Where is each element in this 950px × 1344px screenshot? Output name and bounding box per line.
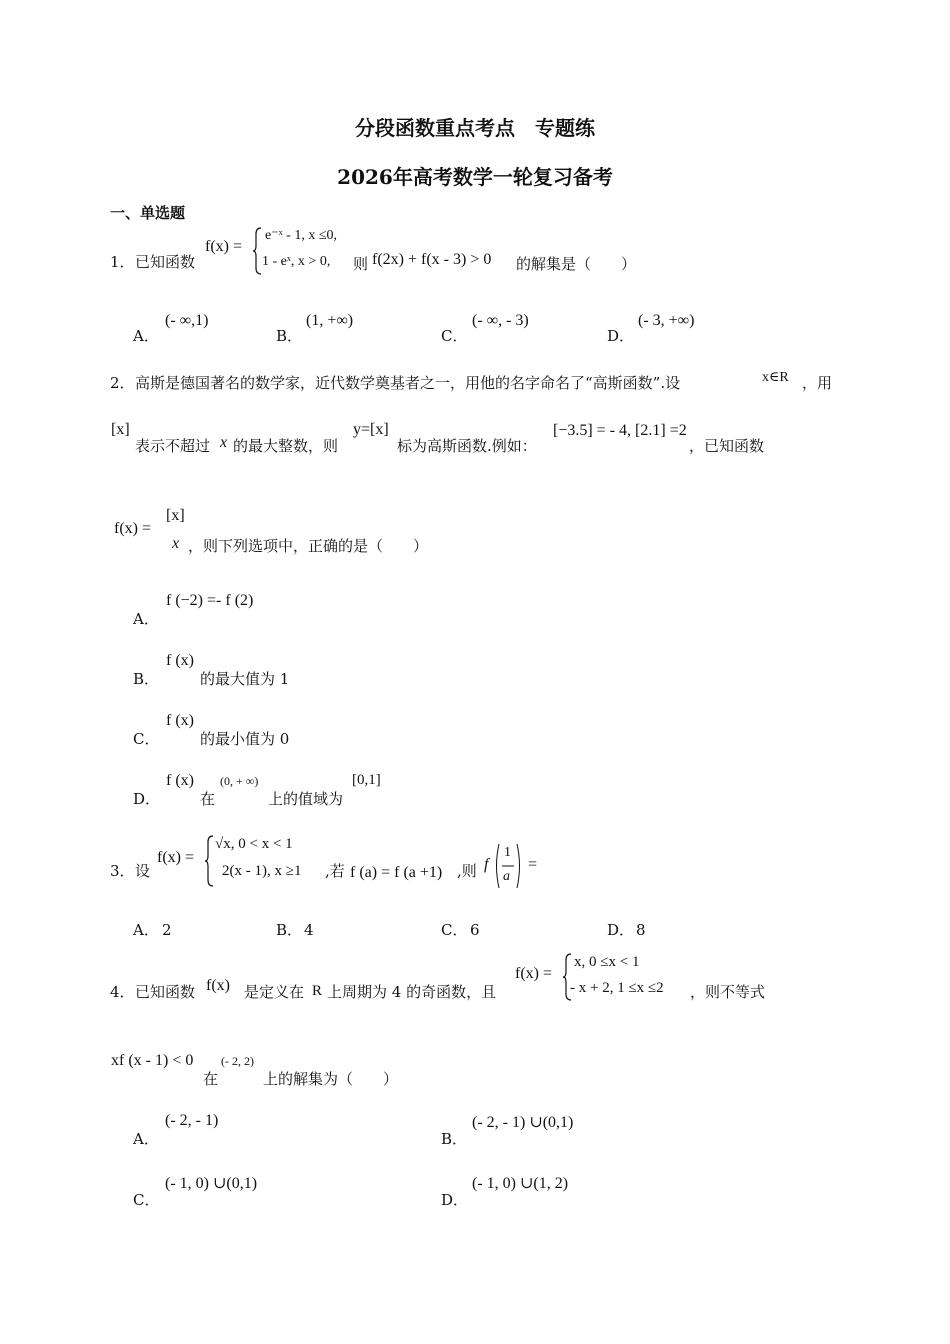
q2-bracket-x: [x] — [111, 421, 130, 438]
q3-then: ,则 — [457, 862, 477, 880]
q2-number: 2． — [110, 374, 135, 392]
q1-number: 1． — [110, 253, 135, 271]
q1-piece-1: e⁻ˣ - 1, x ≤0, — [265, 228, 337, 243]
q2-option-a-label: A． — [133, 610, 159, 628]
q2-line2c: 标为高斯函数.例如： — [397, 437, 537, 455]
q4-interval: (- 2, 2) — [221, 1054, 254, 1068]
q2-line1: 高斯是德国著名的数学家，近代数学奠基者之一，用他的名字命名了“高斯函数”.设 — [135, 374, 681, 392]
q3-option-a-value: 2 — [162, 921, 172, 939]
q4-in: 在 — [203, 1070, 219, 1088]
q3-piece-1: √x, 0 < x < 1 — [215, 836, 293, 852]
q3-frac-den: a — [503, 869, 510, 884]
q1-option-b-label: B． — [276, 327, 303, 345]
q2-example: [−3.5] = - 4, [2.1] =2 — [553, 422, 687, 439]
q2-option-d-range: [0,1] — [352, 772, 381, 788]
q3-brace — [205, 834, 215, 888]
q1-mid: 则 — [353, 255, 369, 273]
q3-ask-eq: = — [528, 856, 538, 873]
q2-line2b: 的最大整数，则 — [233, 437, 339, 455]
q1-option-c-value: (- ∞, - 3) — [472, 312, 529, 329]
q3-ask-f: f — [484, 856, 489, 873]
q4-option-c-value: (- 1, 0) ∪(0,1) — [165, 1175, 258, 1192]
q2-line2d: ，已知函数 — [689, 437, 765, 455]
q1-option-d-value: (- 3, +∞) — [638, 312, 695, 329]
q2-option-b-text: 的最大值为 1 — [200, 670, 290, 688]
q4-piece-2: - x + 2, 1 ≤x ≤2 — [570, 980, 664, 996]
q4-option-a-value: (- 2, - 1) — [165, 1112, 219, 1129]
q2-option-c-text: 的最小值为 0 — [200, 730, 290, 748]
q3-option-b-label: B． — [276, 921, 303, 939]
q2-frac-num: [x] — [166, 507, 185, 524]
q3-pre: 设 — [135, 862, 151, 880]
q2-option-d-text: 在 — [200, 790, 216, 808]
q4-post2: 上的解集为（ ） — [263, 1070, 399, 1088]
q2-f-lhs: f(x) = — [114, 520, 152, 537]
q4-number: 4． — [110, 983, 135, 1001]
q1-option-a-label: A． — [133, 327, 159, 345]
q2-option-d-math: f (x) — [166, 772, 194, 789]
q4-option-b-value: (- 2, - 1) ∪(0,1) — [472, 1114, 574, 1131]
q2-option-d-label: D． — [133, 790, 161, 808]
q2-option-c-math: f (x) — [166, 712, 194, 729]
q3-cond-pre: ,若 — [325, 862, 345, 880]
q4-post: ，则不等式 — [690, 983, 766, 1001]
q3-number: 3． — [110, 862, 135, 880]
q3-option-a-label: A． — [133, 921, 159, 939]
q1-option-a-value: (- ∞,1) — [165, 312, 209, 329]
q1-f-lhs: f(x) = — [205, 238, 243, 255]
q1-option-c-label: C． — [441, 327, 468, 345]
q2-line2a: 表示不超过 — [135, 437, 211, 455]
q2-x-in-R: x∈R — [762, 370, 789, 385]
q2-option-b-label: B． — [133, 670, 160, 688]
q4-R: R — [312, 983, 323, 999]
q3-option-d-label: D． — [607, 921, 635, 939]
q2-option-d-interval: (0, + ∞) — [220, 774, 259, 788]
q2-y-def: y=[x] — [353, 421, 389, 438]
q2-option-c-label: C． — [133, 730, 160, 748]
q3-option-b-value: 4 — [304, 921, 314, 939]
q3-piece-2: 2(x - 1), x ≥1 — [222, 863, 302, 879]
q3-option-d-value: 8 — [636, 921, 646, 939]
q4-option-b-label: B． — [441, 1130, 468, 1148]
q4-f-lhs: f(x) = — [515, 965, 553, 982]
q2-line3: ，则下列选项中，正确的是（ ） — [188, 537, 429, 555]
q4-inequality: xf (x - 1) < 0 — [111, 1052, 194, 1069]
q2-x: x — [220, 434, 228, 451]
q1-piece-2: 1 - eˣ, x > 0, — [262, 254, 331, 269]
q4-option-d-value: (- 1, 0) ∪(1, 2) — [472, 1175, 569, 1192]
q1-option-b-value: (1, +∞) — [306, 312, 354, 329]
q4-fx: f(x) — [206, 977, 230, 994]
title-sub: 2026年高考数学一轮复习备考 — [337, 165, 613, 189]
q4-pre: 已知函数 — [135, 983, 196, 1001]
q1-inequality: f(2x) + f(x - 3) > 0 — [372, 251, 492, 268]
q4-mid1: 是定义在 — [244, 983, 305, 1001]
q4-option-c-label: C． — [133, 1191, 160, 1209]
q2-option-b-math: f (x) — [166, 652, 194, 669]
section-heading: 一、单选题 — [110, 204, 186, 222]
q1-stem-post: 的解集是（ ） — [516, 255, 637, 273]
q4-piece-1: x, 0 ≤x < 1 — [574, 954, 640, 970]
q1-stem-pre: 已知函数 — [135, 253, 196, 271]
q2-line1-end: ，用 — [802, 374, 833, 392]
q2-option-d-text2: 上的值域为 — [268, 790, 344, 808]
q3-f-lhs: f(x) = — [157, 849, 195, 866]
q3-option-c-value: 6 — [470, 921, 480, 939]
q3-option-c-label: C． — [441, 921, 468, 939]
q4-option-a-label: A． — [133, 1130, 159, 1148]
title-main: 分段函数重点考点 专题练 — [355, 116, 595, 140]
q2-option-a-math: f (−2) =- f (2) — [166, 592, 254, 609]
q2-frac-den: x — [172, 535, 180, 552]
q1-option-d-label: D． — [607, 327, 635, 345]
q4-mid2: 上周期为 4 的奇函数，且 — [327, 983, 497, 1001]
q3-frac-num: 1 — [504, 845, 511, 860]
q3-condition: f (a) = f (a +1) — [350, 864, 443, 881]
q4-option-d-label: D． — [441, 1191, 469, 1209]
